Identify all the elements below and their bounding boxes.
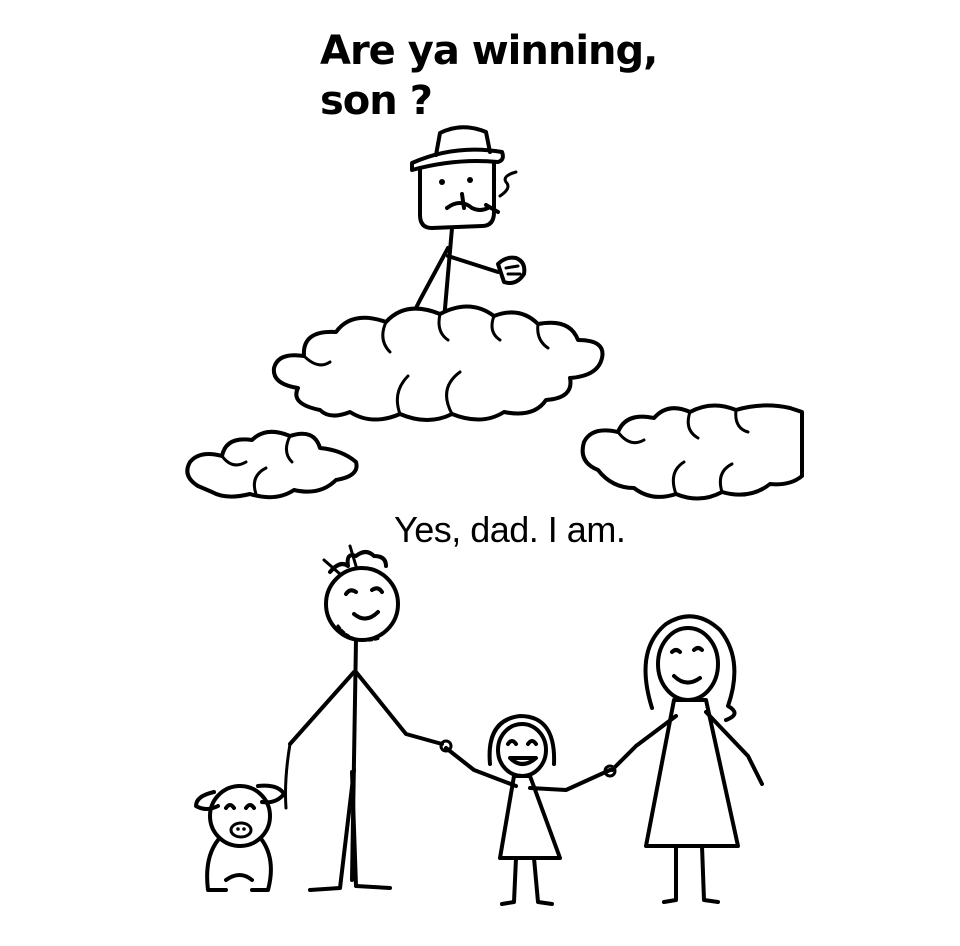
dad-head bbox=[420, 163, 494, 228]
son-reply-caption: Yes, dad. I am. bbox=[394, 509, 626, 550]
wife-dress bbox=[646, 700, 738, 846]
dad-ghost-figure bbox=[410, 127, 524, 320]
daughter-head bbox=[498, 724, 546, 776]
daughter-figure bbox=[446, 716, 610, 904]
hat-icon bbox=[412, 127, 503, 170]
dad-speech-caption: Are ya winning, son ? bbox=[320, 28, 658, 124]
popcorn-bag-icon bbox=[498, 258, 524, 283]
wife-figure bbox=[612, 616, 762, 902]
son-figure bbox=[286, 546, 443, 890]
wife-head bbox=[658, 628, 718, 700]
son-head bbox=[326, 568, 398, 640]
dog-leash bbox=[286, 744, 291, 808]
dog-figure bbox=[196, 786, 284, 890]
cloud-small-left bbox=[187, 432, 356, 497]
cloud-right bbox=[583, 405, 802, 498]
